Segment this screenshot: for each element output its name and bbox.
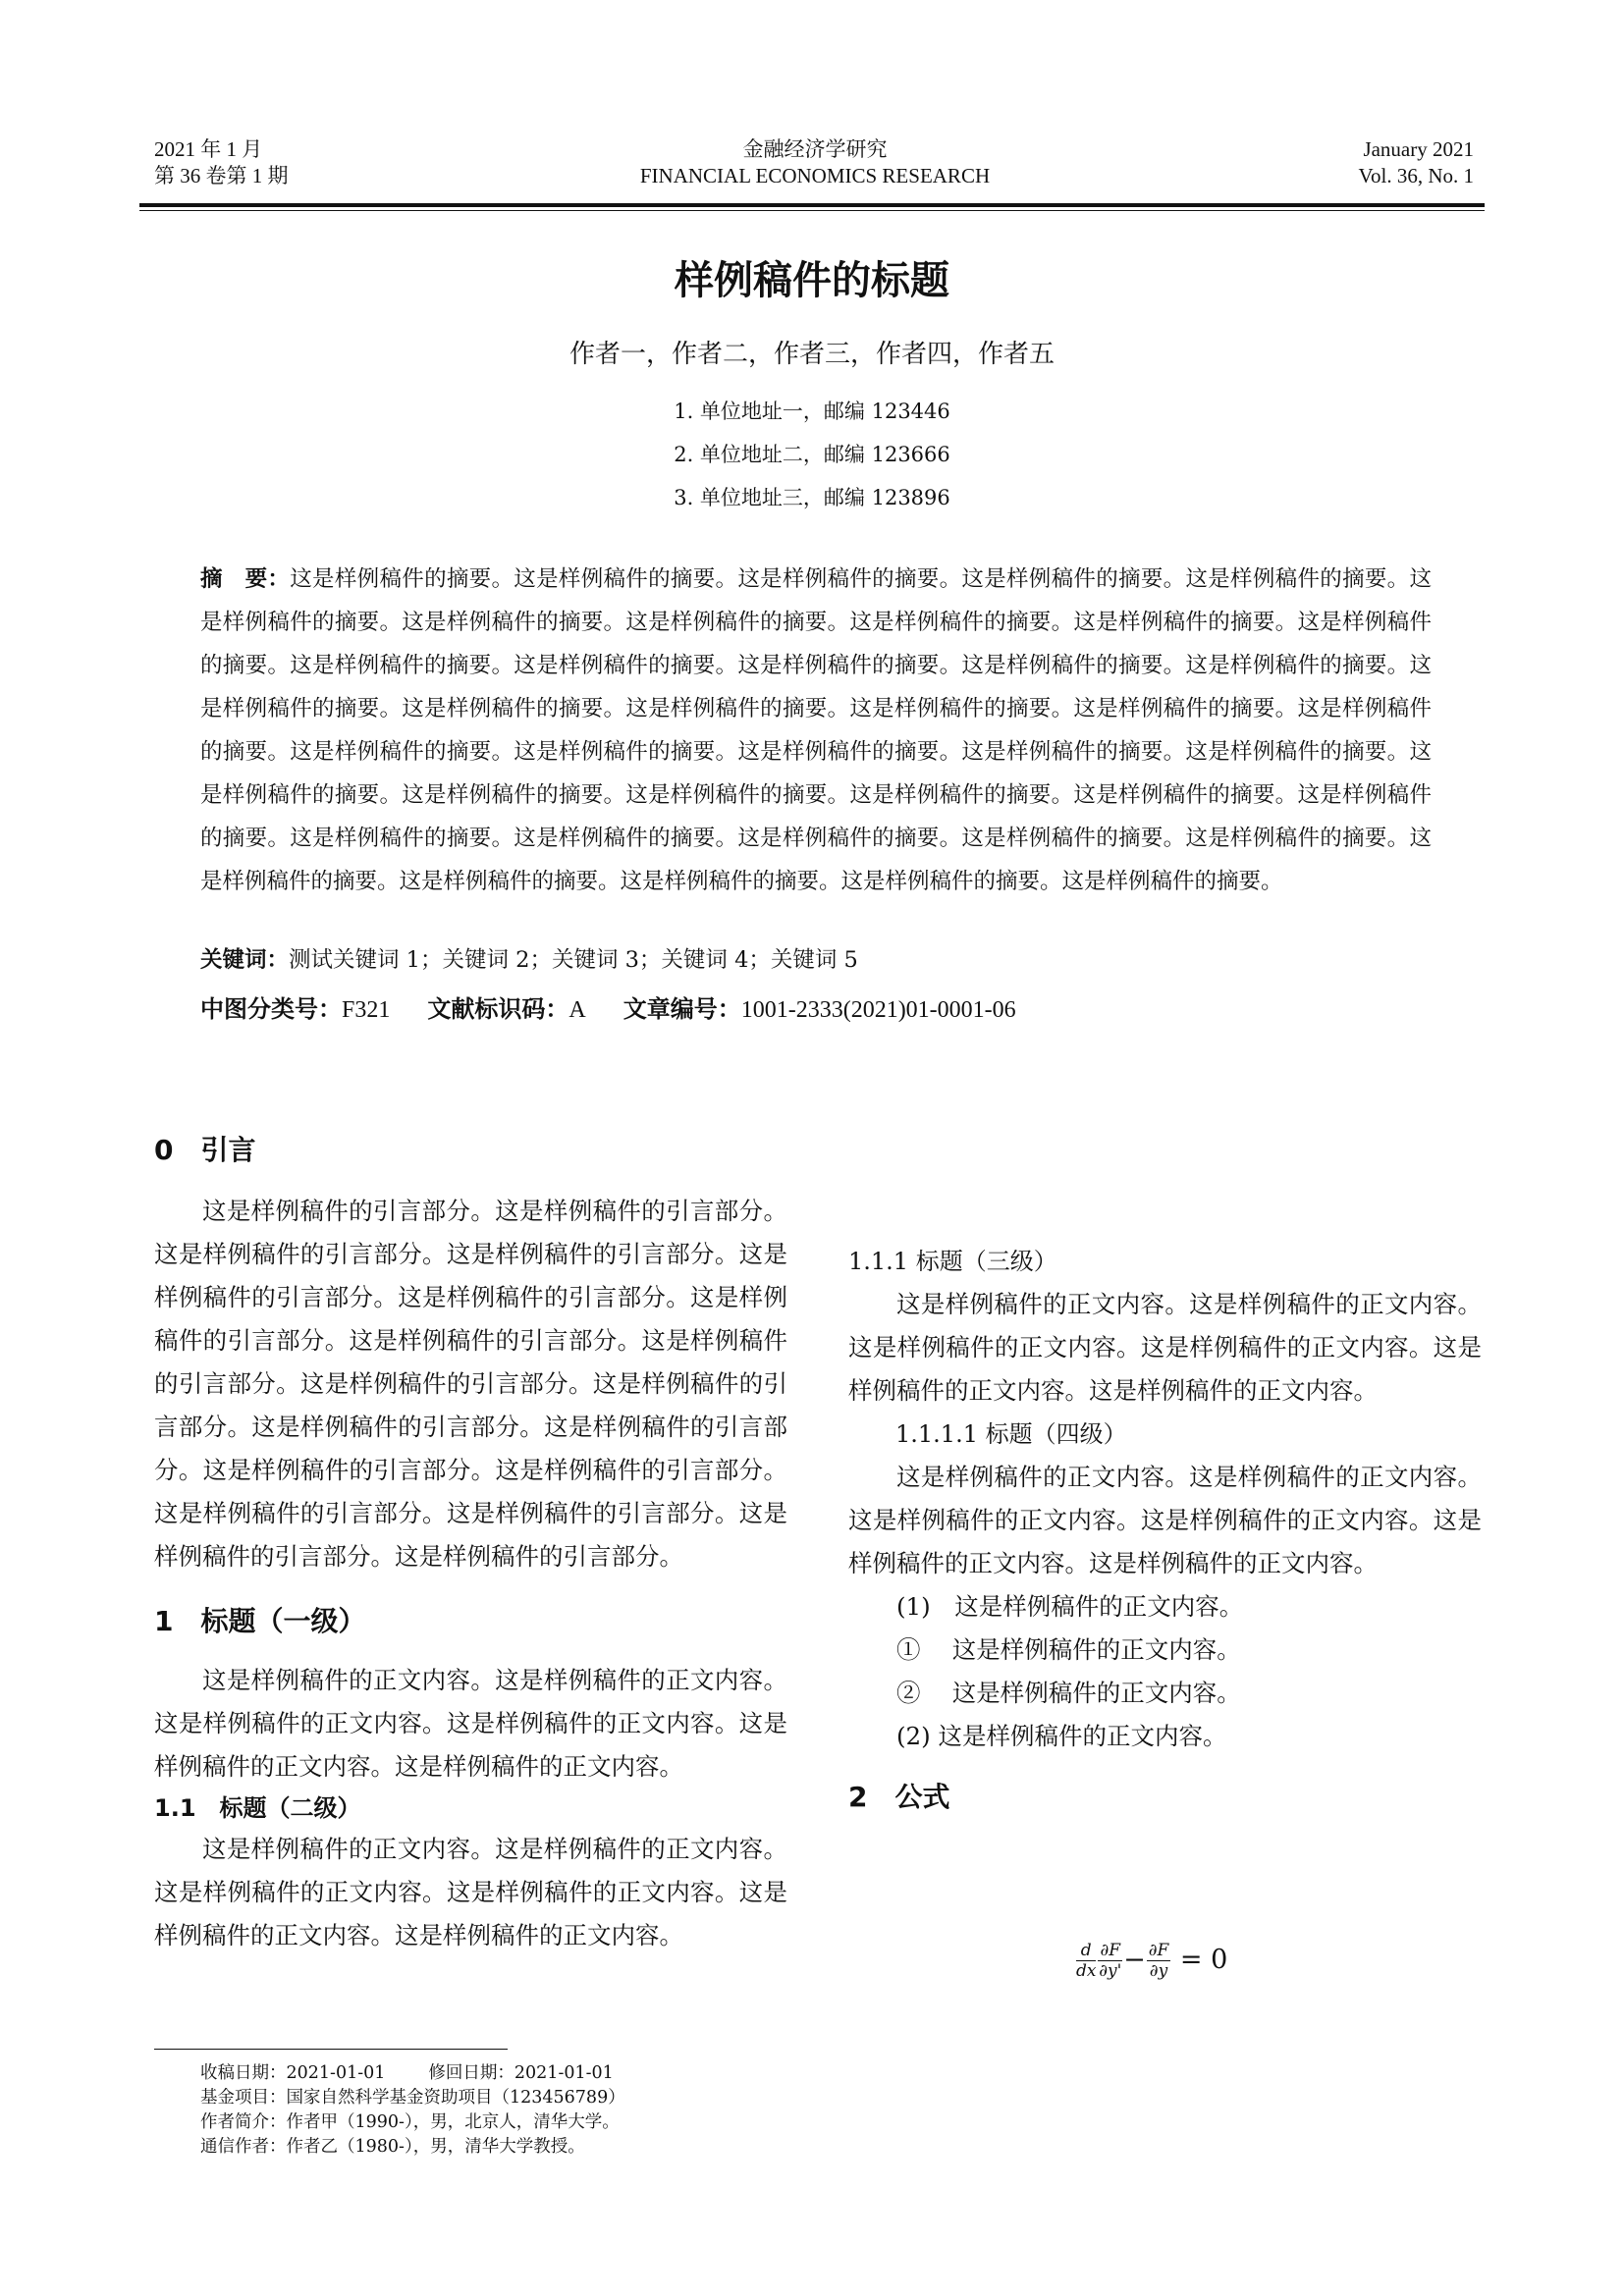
article-number-value: 1001-2333(2021)01-0001-06 [740, 997, 1016, 1023]
section-heading-level1: 1 标题（一级） [154, 1605, 366, 1637]
footnote-author-bio: 作者简介：作者甲（1990-），男，北京人，清华大学。 [200, 2112, 620, 2132]
footnote-dates [200, 2061, 625, 2086]
header-rule-thick [139, 203, 1485, 207]
fraction-d-dx: $\frac{d}{dx}$ [1076, 1941, 1097, 1981]
section-heading-level3: 1.1.1 标题（三级） [848, 1248, 1057, 1275]
doc-code-label: 文献标识码： [427, 995, 569, 1023]
list-item: (1) 这是样例稿件的正文内容。 [896, 1592, 1244, 1621]
journal-name-cn: 金融经济学研究 [742, 137, 888, 161]
header-date: 2021 年 1 月 [154, 137, 263, 161]
affiliation-item: 2. 单位地址二，邮编 123666 [674, 443, 950, 466]
keywords [200, 942, 858, 974]
level2-paragraph: 这是样例稿件的正文内容。这是样例稿件的正文内容。这是样例稿件的正文内容。这是样例稿件的正文内容。这是样例稿件的正文内容。这是样例稿件的正文内容。 [154, 1835, 787, 1949]
section-heading-level4: 1.1.1.1 标题（四级） [895, 1420, 1127, 1448]
header-volume-en: Vol. 36, No. 1 [1358, 164, 1474, 187]
intro-paragraph: 这是样例稿件的引言部分。这是样例稿件的引言部分。这是样例稿件的引言部分。这是样例稿件的引言部分。这是样例稿件的引言部分。这是样例稿件的引言部分。这是样例稿件的引言部分。这是样例稿件的引言部分。这是样例稿件的引言部分。这是样例稿件的引言部分。这是样例稿件的引言部分。这是样例稿件的引言部分。这是样例稿件的引言部分。这是样例稿件的引言部分。这是样例稿件的引言部分。这是样例稿件的引言部分。这是样例稿件的引言部分。这是样例稿件的引言部分。这是样例稿件的引言部分。 [154, 1197, 787, 1571]
article-number-label: 文章编号： [623, 995, 741, 1023]
abstract-text: 这是样例稿件的摘要。这是样例稿件的摘要。这是样例稿件的摘要。这是样例稿件的摘要。这是样例稿件的摘要。这是样例稿件的摘要。这是样例稿件的摘要。这是样例稿件的摘要。这是样例稿件的摘要。这是样例稿件的摘要。这是样例稿件的摘要。这是样例稿件的摘要。这是样例稿件的摘要。这是样例稿件的摘要。这是样例稿件的摘要。这是样例稿件的摘要。这是样例稿件的摘要。这是样例稿件的摘要。这是样例稿件的摘要。这是样例稿件的摘要。这是样例稿件的摘要。这是样例稿件的摘要。这是样例稿件的摘要。这是样例稿件的摘要。这是样例稿件的摘要。这是样例稿件的摘要。这是样例稿件的摘要。这是样例稿件的摘要。这是样例稿件的摘要。这是样例稿件的摘要。这是样例稿件的摘要。这是样例稿件的摘要。这是样例稿件的摘要。这是样例稿件的摘要。这是样例稿件的摘要。这是样例稿件的摘要。这是样例稿件的摘要。这是样例稿件的摘要。这是样例稿件的摘要。这是样例稿件的摘要。这是样例稿件的摘要。这是样例稿件的摘要。这是样例稿件的摘要。 [200, 566, 1432, 894]
header-rule-thin [139, 210, 1485, 211]
fraction-dF-dy: $\frac{\partial F}{\partial y}$ [1148, 1941, 1169, 1981]
author-list: 作者一，作者二，作者三，作者四，作者五 [568, 340, 1055, 369]
section-heading-intro: 0 引言 [154, 1134, 256, 1166]
header-date-en: January 2021 [1363, 137, 1474, 161]
revised-date: 修回日期：2021-01-01 [428, 2063, 614, 2083]
level3-paragraph: 这是样例稿件的正文内容。这是样例稿件的正文内容。这是样例稿件的正文内容。这是样例稿件的正文内容。这是样例稿件的正文内容。这是样例稿件的正文内容。 [848, 1290, 1482, 1405]
level4-paragraph: 这是样例稿件的正文内容。这是样例稿件的正文内容。这是样例稿件的正文内容。这是样例稿件的正文内容。这是样例稿件的正文内容。这是样例稿件的正文内容。 [848, 1463, 1482, 1577]
keywords-text: 测试关键词 1；关键词 2；关键词 3；关键词 4；关键词 5 [289, 947, 858, 973]
header-issue-info-en [1359, 136, 1474, 189]
affiliation-item: 3. 单位地址三，邮编 123896 [674, 486, 950, 509]
euler-lagrange-equation [1075, 1941, 1227, 1981]
fraction-dF-dyprime: $\frac{\partial F}{\partial y'}$ [1099, 1941, 1122, 1981]
right-column [848, 1110, 1482, 1819]
classification-line [200, 989, 1016, 1024]
section-heading-formula: 2 公式 [848, 1781, 950, 1813]
keywords-label: 关键词： [200, 947, 290, 973]
left-column [154, 1129, 787, 1957]
footnote-rule [154, 2049, 508, 2050]
minus-sign: − [1123, 1945, 1146, 1975]
clc-label: 中图分类号： [200, 995, 342, 1023]
list-item: ② 这是样例稿件的正文内容。 [896, 1679, 1241, 1707]
equation-rhs: = 0 [1179, 1945, 1228, 1975]
list-item: (2) 这是样例稿件的正文内容。 [896, 1722, 1227, 1750]
header-journal-name [589, 136, 1041, 189]
affiliation-item: 1. 单位地址一，邮编 123446 [674, 400, 950, 423]
level1-paragraph: 这是样例稿件的正文内容。这是样例稿件的正文内容。这是样例稿件的正文内容。这是样例稿件的正文内容。这是样例稿件的正文内容。这是样例稿件的正文内容。 [154, 1666, 787, 1781]
continued-paragraph [848, 1110, 1482, 1240]
paper-title: 样例稿件的标题 [675, 258, 949, 303]
section-heading-level2: 1.1 标题（二级） [154, 1794, 361, 1822]
footnote-corresponding: 通信作者：作者乙（1980-），男，清华大学教授。 [200, 2137, 585, 2157]
doc-code-value: A [568, 997, 586, 1023]
journal-name-en: FINANCIAL ECONOMICS RESEARCH [639, 164, 991, 187]
list-item: ① 这是样例稿件的正文内容。 [896, 1635, 1241, 1664]
header-issue-info [154, 136, 289, 189]
abstract [200, 558, 1432, 903]
numbered-list [848, 1585, 1482, 1758]
header-volume: 第 36 卷第 1 期 [154, 164, 289, 187]
received-date: 收稿日期：2021-01-01 [200, 2063, 386, 2083]
abstract-label: 摘 要： [200, 566, 291, 592]
footnotes [200, 2061, 625, 2160]
footnote-fund: 基金项目：国家自然科学基金资助项目（123456789） [200, 2088, 625, 2108]
clc-value: F321 [342, 997, 391, 1023]
affiliation-list [0, 390, 1624, 519]
